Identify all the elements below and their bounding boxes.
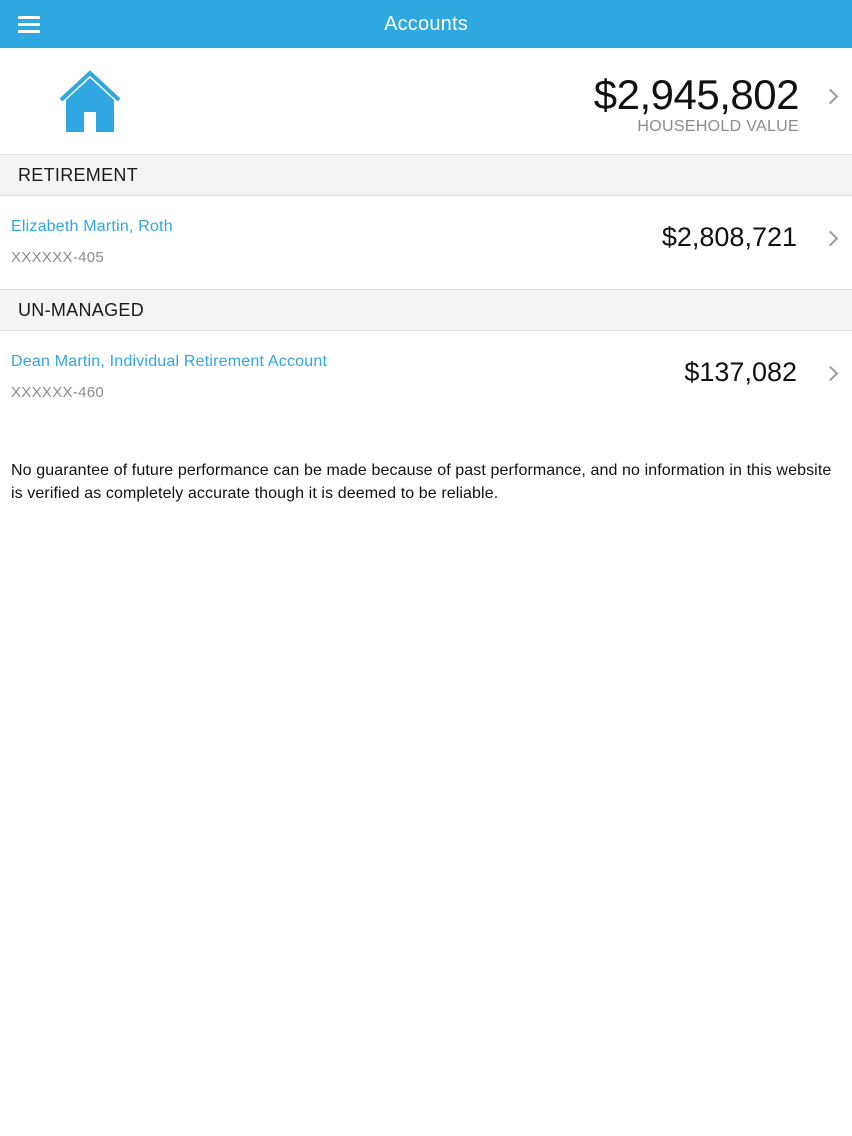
account-value: $137,082 <box>684 357 797 387</box>
home-icon <box>58 70 122 134</box>
chevron-right-icon <box>823 89 839 105</box>
account-row[interactable] <box>0 331 852 425</box>
account-number: XXXXXX-460 <box>11 384 105 401</box>
section-title: RETIREMENT <box>18 165 138 185</box>
section-header-unmanaged <box>0 289 852 331</box>
section-header-retirement <box>0 154 852 196</box>
section-title: UN-MANAGED <box>18 300 145 320</box>
account-name[interactable]: Elizabeth Martin, Roth <box>11 218 173 235</box>
top-nav-bar <box>0 0 852 48</box>
household-summary[interactable] <box>0 48 852 154</box>
household-value-label: HOUSEHOLD VALUE <box>637 118 799 135</box>
account-number: XXXXXX-405 <box>11 249 105 266</box>
account-row[interactable] <box>0 196 852 290</box>
household-value: $2,945,802 <box>593 71 799 118</box>
chevron-right-icon <box>823 366 839 382</box>
chevron-right-icon <box>823 231 839 247</box>
account-value: $2,808,721 <box>661 222 797 252</box>
disclaimer-text: No guarantee of future performance can be made because of past performance, and no information in this website is verified as completely accurate though it is deemed to be reliable. <box>11 462 832 502</box>
page-title: Accounts <box>384 13 468 35</box>
account-name[interactable]: Dean Martin, Individual Retirement Account <box>11 353 328 370</box>
